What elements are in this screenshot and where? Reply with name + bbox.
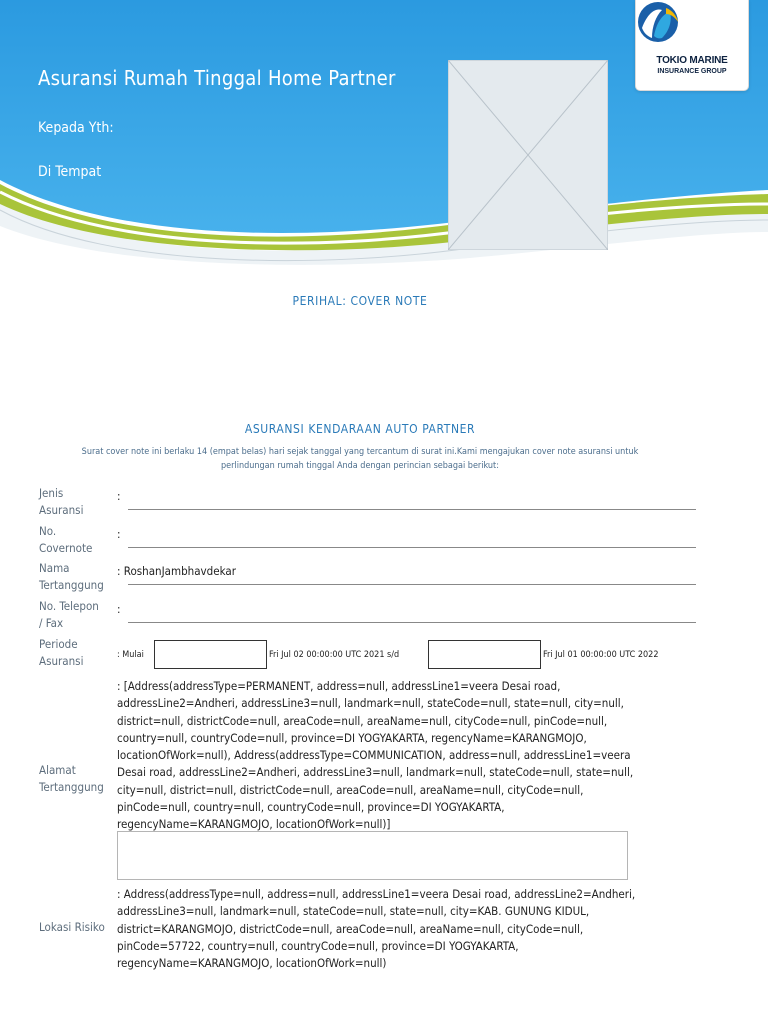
label-no-telepon: No. Telepon / Fax — [39, 599, 99, 630]
place-line: Di Tempat — [38, 164, 102, 180]
tokio-marine-logo-icon — [636, 0, 680, 44]
subject-line: PERIHAL: COVER NOTE — [292, 294, 428, 308]
intro-paragraph — [18, 445, 702, 473]
logo-sub-text: INSURANCE GROUP — [657, 68, 727, 75]
colon-no-covernote: : — [117, 527, 121, 541]
label-lokasi-risiko: Lokasi Risiko — [39, 920, 105, 934]
value-alamat-tertanggung: : [Address(addressType=PERMANENT, address=null, addressLine1=veera Desai road, addressLine2=Andheri, addressLine3=null, landmark=null, stateCode=null, state=null, city=null, district=null, districtCode=null, areaCode=null, areaName=null, cityCode=null, pinCode=null, country=null, countryCode=null, province=DI YOGYAKARTA, regencyName=KARANGMOJO, locationOfWork=null), Address(addressType=COMMUNICATION, address=null, addressLine1=veera Desai road, addressLine2=Andheri, addressLine3=null, landmark=null, stateCode=null, state=null, city=null, district=null, districtCode=null, areaCode=null, areaName=null, cityCode=null, pinCode=null, country=null, countryCode=null, province=DI YOGYAKARTA, regencyName=KARANGMOJO, locationOfWork=null)] — [117, 679, 634, 832]
periode-end-box[interactable] — [428, 640, 541, 669]
value-lokasi-risiko: : Address(addressType=null, address=null, addressLine1=veera Desai road, addressLine2=Andheri, addressLine3=null, landmark=null, stateCode=null, state=null, city=KAB. GUNUNG KIDUL, district=KARANGMOJO, districtCode=null, areaCode=null, areaName=null, cityCode=null, pinCode=57722, country=null, countryCode=null, province=DI YOGYAKARTA, regencyName=KARANGMOJO, locationOfWork=null) — [117, 887, 636, 971]
header-banner — [0, 0, 768, 265]
rule-jenis-asuransi — [128, 509, 696, 510]
rule-no-telepon — [128, 622, 696, 623]
label-nama-tertanggung: Nama Tertanggung — [39, 561, 104, 592]
periode-end-date: Fri Jul 01 00:00:00 UTC 2022 — [543, 650, 659, 660]
document-title: Asuransi Rumah Tinggal Home Partner — [38, 66, 396, 90]
intro-line: perlindungan rumah tinggal Anda dengan perincian sebagai berikut: — [221, 461, 499, 471]
periode-mulai-label: : Mulai — [117, 650, 144, 660]
intro-line: Surat cover note ini berlaku 14 (empat belas) hari sejak tanggal yang tercantum di surat ini.Kami mengajukan cover note asuransi untuk — [81, 447, 639, 457]
section-title: ASURANSI KENDARAAN AUTO PARTNER — [244, 422, 476, 436]
colon-no-telepon: : — [117, 602, 121, 616]
logo-name-text: TOKIO MARINE — [656, 55, 728, 66]
rule-no-covernote — [128, 547, 696, 548]
value-nama-tertanggung: : RoshanJambhavdekar — [117, 564, 236, 578]
recipient-line: Kepada Yth: — [38, 120, 114, 136]
customer-service-photo — [448, 60, 608, 250]
colon-jenis-asuransi: : — [117, 489, 121, 503]
label-no-covernote: No. Covernote — [39, 524, 93, 555]
label-periode-asuransi: Periode Asuransi — [39, 637, 84, 668]
periode-start-box[interactable] — [154, 640, 267, 669]
rule-nama-tertanggung — [128, 584, 696, 585]
alamat-textarea[interactable] — [117, 831, 628, 880]
periode-start-date: Fri Jul 02 00:00:00 UTC 2021 s/d — [269, 650, 400, 660]
tokio-marine-logo — [635, 0, 749, 91]
label-alamat-tertanggung: Alamat Tertanggung — [39, 763, 104, 794]
label-jenis-asuransi: Jenis Asuransi — [39, 486, 84, 517]
